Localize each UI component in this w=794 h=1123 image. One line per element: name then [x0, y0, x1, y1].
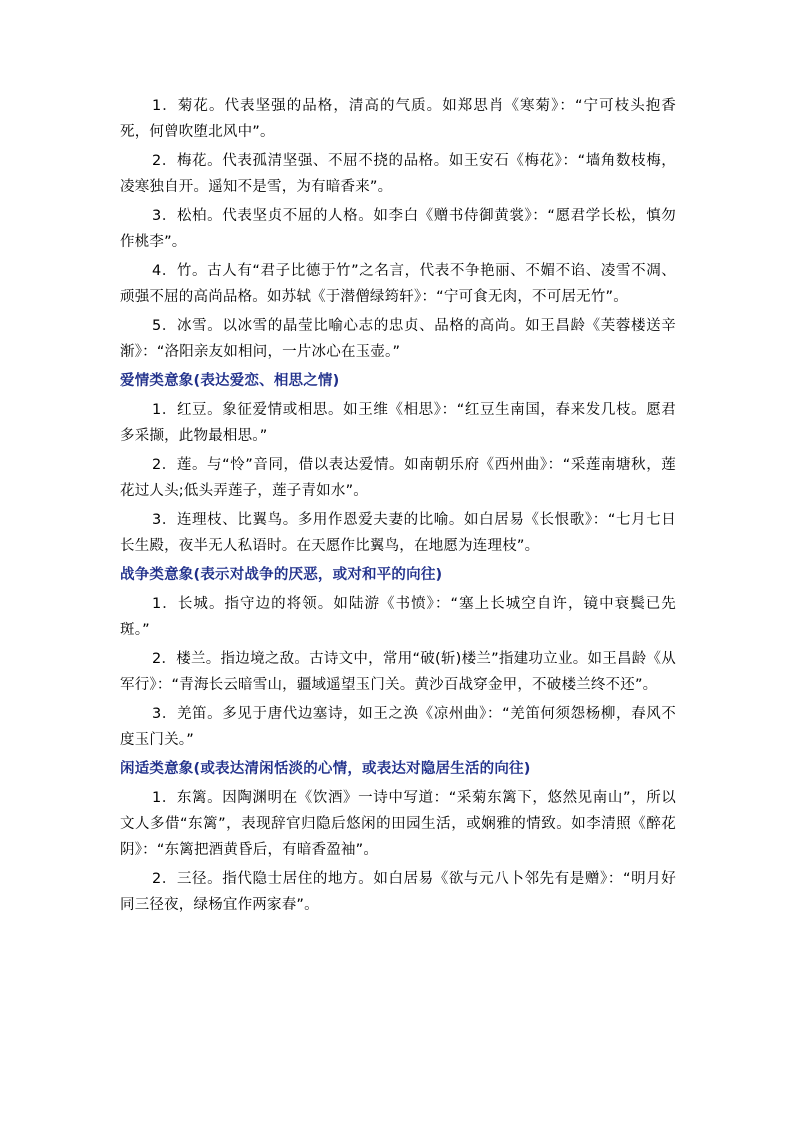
document-body	[120, 93, 676, 921]
paragraph: 2．三径。指代隐士居住的地方。如白居易《欲与元八卜邻先有是赠》：“明月好同三径夜，绿杨宜作两家春”。	[120, 871, 676, 913]
section-heading: 爱情类意象(表达爱恋、相思之情)	[120, 373, 340, 389]
paragraph: 1．菊花。代表坚强的品格，清高的气质。如郑思肖《寒菊》：“宁可枝头抱香死，何曾吹堕北风中”。	[120, 98, 676, 140]
section-heading: 战争类意象(表示对战争的厌恶，或对和平的向往)	[120, 567, 443, 583]
paragraph: 1．东篱。因陶渊明在《饮酒》一诗中写道：“采菊东篱下，悠然见南山”，所以文人多借“东篱”，表现辞官归隐后悠闲的田园生活，或娴雅的情致。如李清照《醉花阴》：“东篱把酒黄昏后，有暗香盈袖”。	[120, 790, 676, 858]
section-heading: 闲适类意象(或表达清闲恬淡的心情，或表达对隐居生活的向往)	[120, 761, 531, 777]
paragraph: 3．羌笛。多见于唐代边塞诗，如王之涣《凉州曲》：“羌笛何须怨杨柳，春风不度玉门关。”	[120, 706, 676, 748]
paragraph: 1．红豆。象征爱情或相思。如王维《相思》：“红豆生南国，春来发几枝。愿君多采撷，此物最相思。”	[120, 402, 676, 444]
paragraph: 3．连理枝、比翼鸟。多用作恩爱夫妻的比喻。如白居易《长恨歌》：“七月七日长生殿，夜半无人私语时。在天愿作比翼鸟，在地愿为连理枝”。	[120, 512, 676, 554]
paragraph: 2．楼兰。指边境之敌。古诗文中，常用“破(斩)楼兰”指建功立业。如王昌龄《从军行》：“青海长云暗雪山，疆域遥望玉门关。黄沙百战穿金甲，不破楼兰终不还”。	[120, 651, 676, 693]
paragraph: 5．冰雪。以冰雪的晶莹比喻心志的忠贞、品格的高尚。如王昌龄《芙蓉楼送辛渐》：“洛阳亲友如相问，一片冰心在玉壶。”	[120, 318, 676, 360]
paragraph: 1．长城。指守边的将领。如陆游《书愤》：“塞上长城空自许，镜中衰鬓已先斑。”	[120, 596, 676, 638]
paragraph: 3．松柏。代表坚贞不屈的人格。如李白《赠书侍御黄裳》：“愿君学长松，慎勿作桃李”。	[120, 208, 676, 250]
paragraph: 2．莲。与“怜”音同，借以表达爱情。如南朝乐府《西州曲》：“采莲南塘秋，莲花过人头;低头弄莲子，莲子青如水”。	[120, 457, 676, 499]
paragraph: 2．梅花。代表孤清坚强、不屈不挠的品格。如王安石《梅花》：“墙角数枝梅，凌寒独自开。遥知不是雪，为有暗香来”。	[120, 153, 676, 195]
paragraph: 4．竹。古人有“君子比德于竹”之名言，代表不争艳丽、不媚不谄、凌雪不凋、顽强不屈的高尚品格。如苏轼《于潜僧绿筠轩》：“宁可食无肉，不可居无竹”。	[120, 263, 676, 305]
